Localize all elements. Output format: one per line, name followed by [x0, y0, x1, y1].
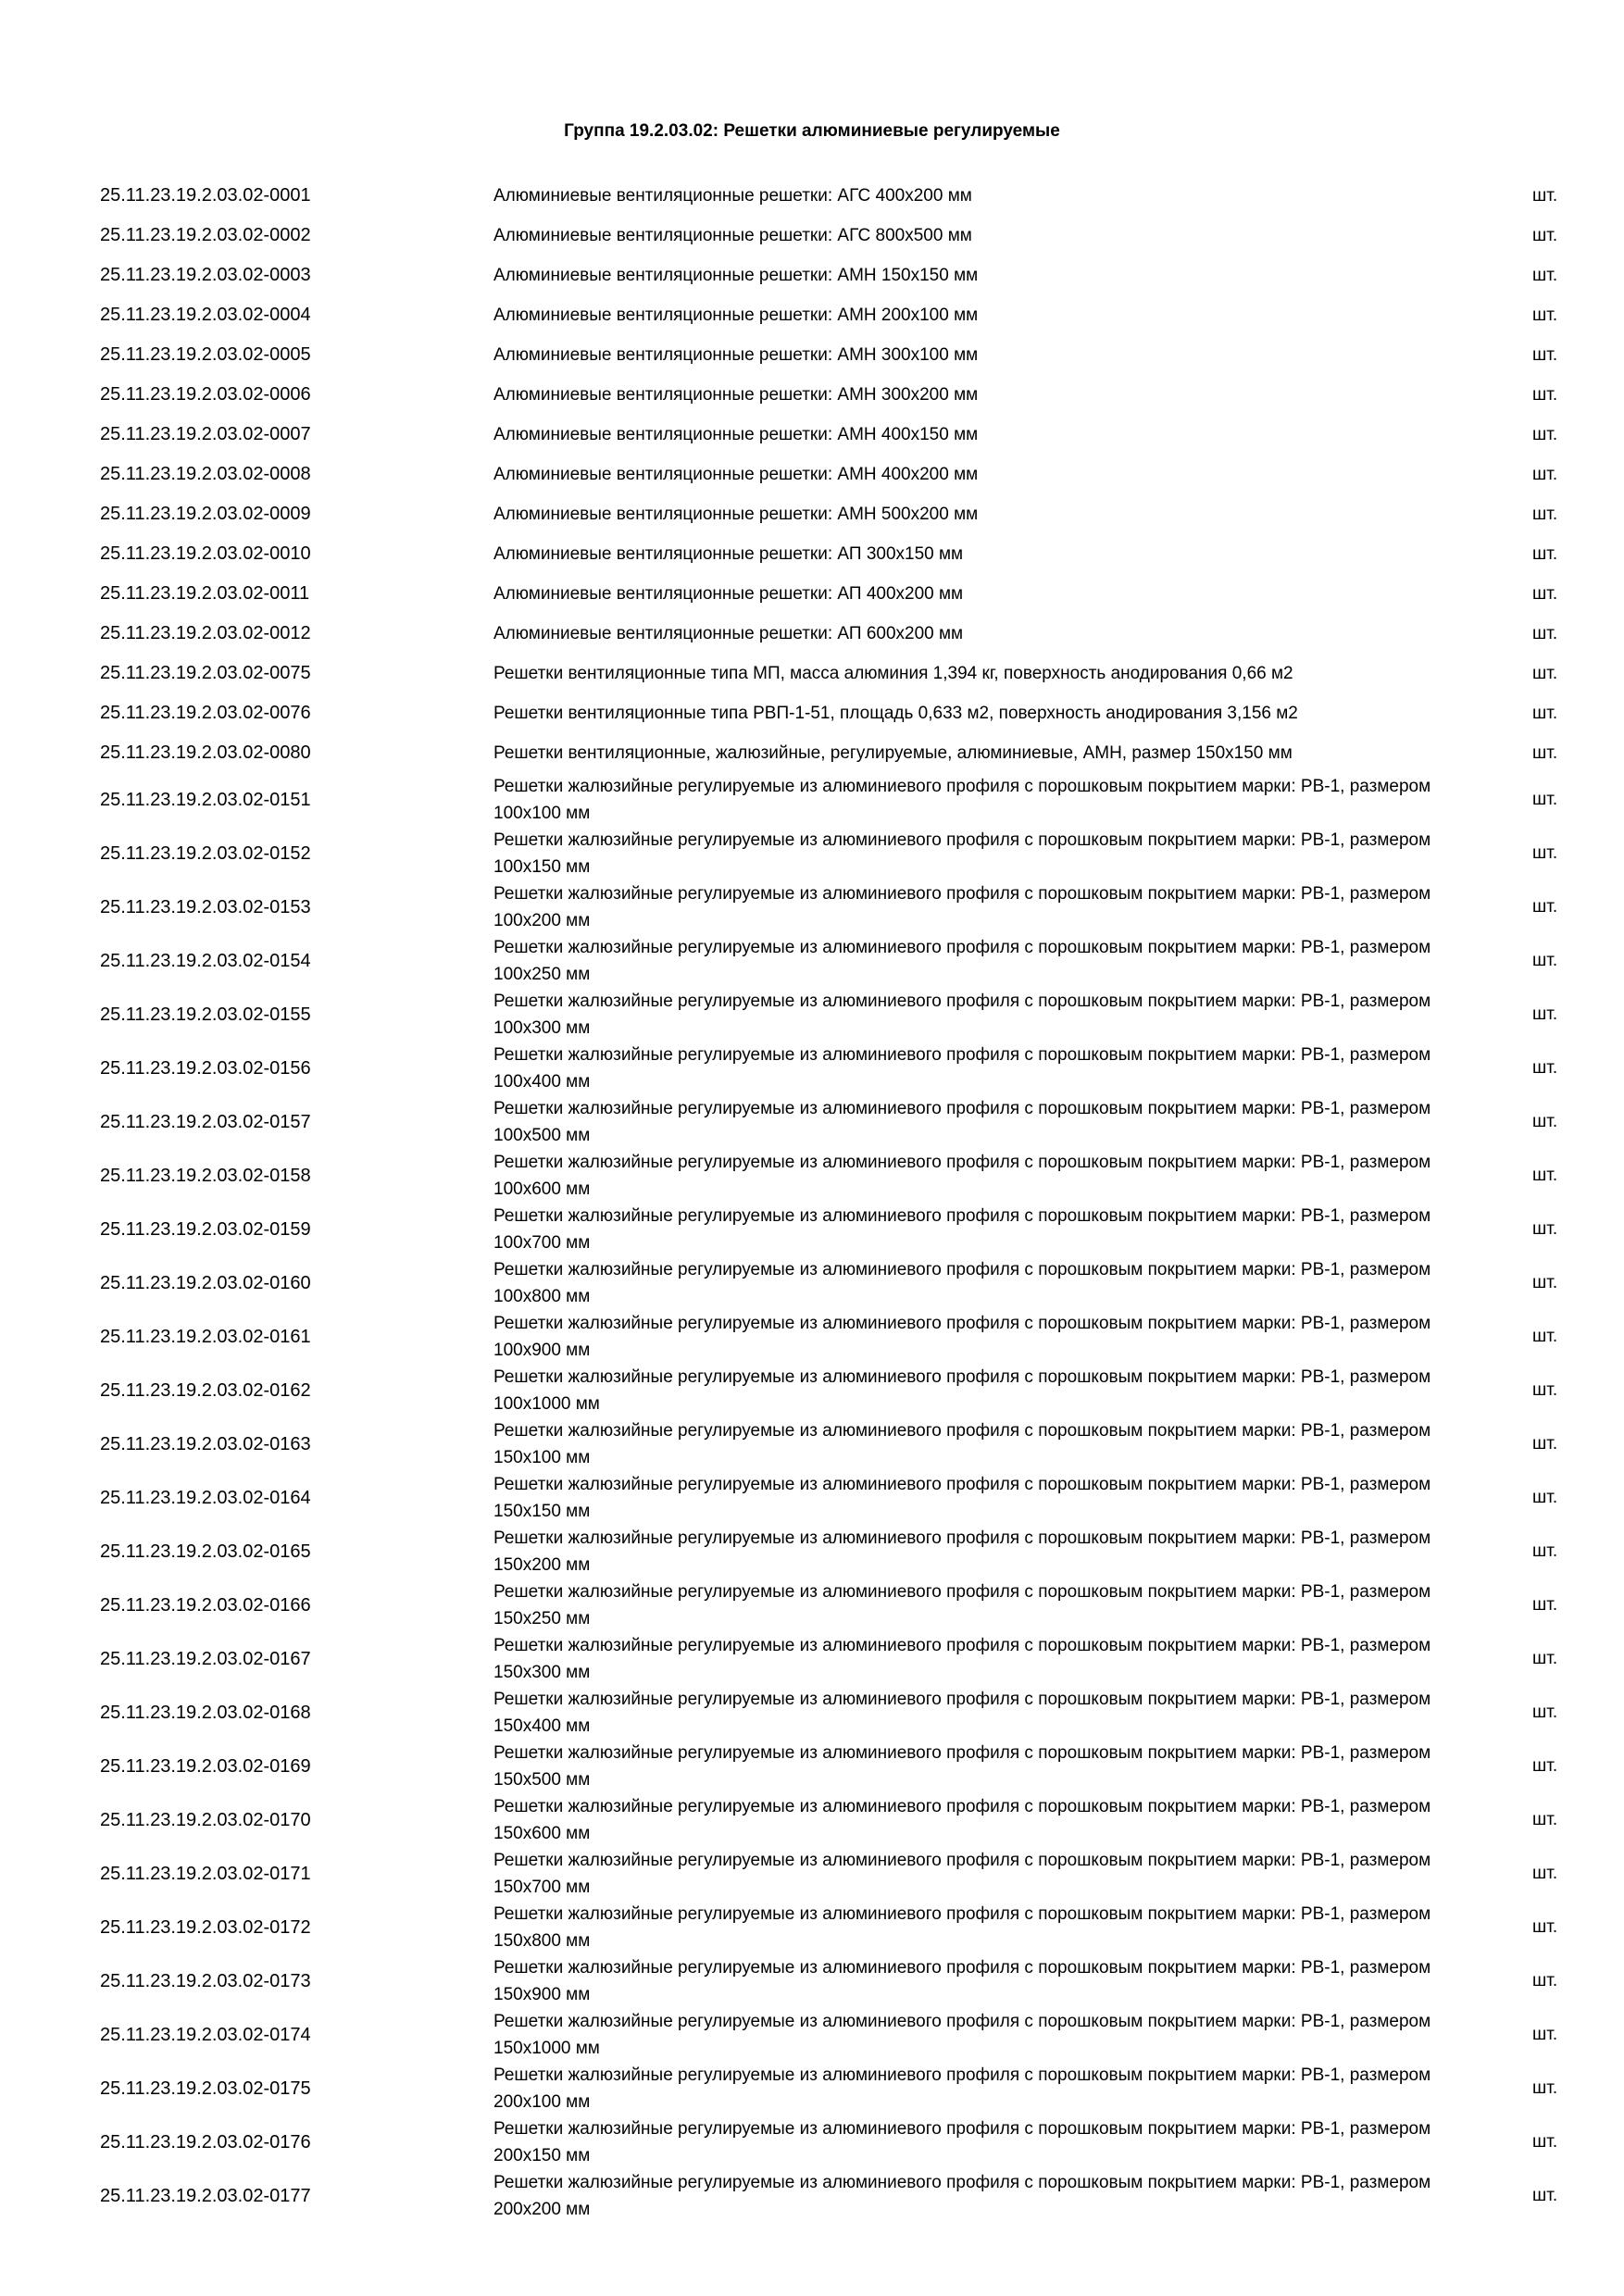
item-code: 25.11.23.19.2.03.02-0005 — [100, 344, 311, 365]
item-name: Решетки вентиляционные типа МП, масса алюминия 1,394 кг, поверхность анодирования 0,66 м2 — [493, 664, 1293, 683]
table-row — [0, 1525, 1624, 1578]
item-code: 25.11.23.19.2.03.02-0004 — [100, 305, 311, 325]
item-name: Решетки жалюзийные регулируемые из алюминиевого профиля с порошковым покрытием марки: РВ-1, размером 100х800 мм — [493, 1260, 1431, 1306]
item-name: Решетки жалюзийные регулируемые из алюминиевого профиля с порошковым покрытием марки: РВ-1, размером 150х500 мм — [493, 1743, 1431, 1790]
item-code: 25.11.23.19.2.03.02-0002 — [100, 225, 311, 245]
item-unit: шт. — [1532, 2186, 1558, 2205]
item-name: Алюминиевые вентиляционные решетки: АГС 400х200 мм — [493, 186, 972, 206]
item-unit: шт. — [1532, 2025, 1558, 2044]
table-row — [0, 1471, 1624, 1525]
item-code: 25.11.23.19.2.03.02-0176 — [100, 2131, 311, 2152]
item-code: 25.11.23.19.2.03.02-0159 — [100, 1218, 311, 1240]
table-row — [0, 415, 1624, 455]
item-name: Алюминиевые вентиляционные решетки: АМН 400х200 мм — [493, 465, 979, 484]
item-unit: шт. — [1532, 1488, 1558, 1507]
item-code: 25.11.23.19.2.03.02-0009 — [100, 504, 311, 524]
item-unit: шт. — [1532, 1219, 1558, 1239]
item-name: Решетки жалюзийные регулируемые из алюминиевого профиля с порошковым покрытием марки: РВ-1, размером 150х1000 мм — [493, 2012, 1431, 2058]
item-unit: шт. — [1532, 1327, 1558, 1346]
item-unit: шт. — [1532, 2078, 1558, 2098]
group-title: Группа 19.2.03.02: Решетки алюминиевые регулируемые — [564, 121, 1060, 141]
table-row — [0, 1793, 1624, 1847]
table-row — [0, 1847, 1624, 1901]
item-unit: шт. — [1532, 1971, 1558, 1990]
item-name: Решетки жалюзийные регулируемые из алюминиевого профиля с порошковым покрытием марки: РВ-1, размером 100х250 мм — [493, 938, 1431, 984]
table-row — [0, 2062, 1624, 2115]
item-name: Алюминиевые вентиляционные решетки: АМН 150х150 мм — [493, 266, 979, 285]
item-name: Решетки жалюзийные регулируемые из алюминиевого профиля с порошковым покрытием марки: РВ-1, размером 100х100 мм — [493, 777, 1431, 823]
table-row — [0, 1578, 1624, 1632]
table-row — [0, 1203, 1624, 1256]
item-code: 25.11.23.19.2.03.02-0160 — [100, 1272, 311, 1293]
item-code: 25.11.23.19.2.03.02-0155 — [100, 1004, 311, 1025]
item-name: Алюминиевые вентиляционные решетки: АМН 500х200 мм — [493, 505, 979, 524]
item-unit: шт. — [1532, 1864, 1558, 1883]
item-name: Решетки жалюзийные регулируемые из алюминиевого профиля с порошковым покрытием марки: РВ-1, размером 150х800 мм — [493, 1904, 1431, 1951]
item-unit: шт. — [1532, 185, 1558, 206]
item-name: Решетки жалюзийные регулируемые из алюминиевого профиля с порошковым покрытием марки: РВ-1, размером 100х150 мм — [493, 830, 1431, 877]
item-code: 25.11.23.19.2.03.02-0165 — [100, 1541, 311, 1562]
table-row — [0, 880, 1624, 934]
table-row — [0, 494, 1624, 534]
item-name: Решетки жалюзийные регулируемые из алюминиевого профиля с порошковым покрытием марки: РВ-1, размером 150х200 мм — [493, 1529, 1431, 1575]
item-name: Решетки жалюзийные регулируемые из алюминиевого профиля с порошковым покрытием марки: РВ-1, размером 150х150 мм — [493, 1475, 1431, 1521]
item-name: Решетки жалюзийные регулируемые из алюминиевого профиля с порошковым покрытием марки: РВ-1, размером 150х700 мм — [493, 1851, 1431, 1897]
item-code: 25.11.23.19.2.03.02-0171 — [100, 1863, 311, 1884]
item-unit: шт. — [1532, 464, 1558, 484]
item-unit: шт. — [1532, 1810, 1558, 1829]
table-row — [0, 1686, 1624, 1740]
table-row — [0, 1095, 1624, 1149]
item-name: Решетки жалюзийные регулируемые из алюминиевого профиля с порошковым покрытием марки: РВ-1, размером 100х900 мм — [493, 1314, 1431, 1360]
items-list — [0, 176, 1624, 2223]
table-row — [0, 335, 1624, 375]
item-unit: шт. — [1532, 1166, 1558, 1185]
item-code: 25.11.23.19.2.03.02-0161 — [100, 1326, 311, 1347]
item-unit: шт. — [1532, 1595, 1558, 1615]
table-row — [0, 2169, 1624, 2223]
item-code: 25.11.23.19.2.03.02-0008 — [100, 464, 311, 484]
item-code: 25.11.23.19.2.03.02-0170 — [100, 1809, 311, 1830]
item-name: Решетки жалюзийные регулируемые из алюминиевого профиля с порошковым покрытием марки: РВ-1, размером 200х200 мм — [493, 2173, 1431, 2219]
table-row — [0, 614, 1624, 654]
table-row — [0, 1364, 1624, 1417]
item-unit: шт. — [1532, 2132, 1558, 2152]
item-code: 25.11.23.19.2.03.02-0177 — [100, 2185, 311, 2206]
item-name: Решетки жалюзийные регулируемые из алюминиевого профиля с порошковым покрытием марки: РВ-1, размером 150х100 мм — [493, 1421, 1431, 1467]
table-row — [0, 1149, 1624, 1203]
item-code: 25.11.23.19.2.03.02-0156 — [100, 1057, 311, 1079]
table-row — [0, 455, 1624, 494]
item-unit: шт. — [1532, 663, 1558, 683]
item-code: 25.11.23.19.2.03.02-0167 — [100, 1648, 311, 1669]
table-row — [0, 934, 1624, 988]
table-row — [0, 988, 1624, 1042]
item-name: Решетки вентиляционные типа РВП-1-51, площадь 0,633 м2, поверхность анодирования 3,156 м2 — [493, 704, 1298, 723]
item-unit: шт. — [1532, 703, 1558, 723]
item-code: 25.11.23.19.2.03.02-0174 — [100, 2024, 311, 2045]
table-row — [0, 693, 1624, 733]
item-name: Решетки жалюзийные регулируемые из алюминиевого профиля с порошковым покрытием марки: РВ-1, размером 200х100 мм — [493, 2065, 1431, 2112]
item-code: 25.11.23.19.2.03.02-0001 — [100, 185, 311, 206]
item-name: Решетки жалюзийные регулируемые из алюминиевого профиля с порошковым покрытием марки: РВ-1, размером 100х1000 мм — [493, 1367, 1431, 1414]
item-code: 25.11.23.19.2.03.02-0010 — [100, 543, 311, 564]
item-unit: шт. — [1532, 1380, 1558, 1400]
item-name: Алюминиевые вентиляционные решетки: АП 600х200 мм — [493, 624, 964, 643]
item-unit: шт. — [1532, 1541, 1558, 1561]
item-name: Решетки жалюзийные регулируемые из алюминиевого профиля с порошковым покрытием марки: РВ-1, размером 100х600 мм — [493, 1153, 1431, 1199]
item-code: 25.11.23.19.2.03.02-0151 — [100, 789, 311, 810]
item-name: Решетки жалюзийные регулируемые из алюминиевого профиля с порошковым покрытием марки: РВ-1, размером 100х200 мм — [493, 884, 1431, 930]
item-name: Решетки жалюзийные регулируемые из алюминиевого профиля с порошковым покрытием марки: РВ-1, размером 150х300 мм — [493, 1636, 1431, 1682]
item-unit: шт. — [1532, 843, 1558, 863]
item-name: Решетки жалюзийные регулируемые из алюминиевого профиля с порошковым покрытием марки: РВ-1, размером 150х600 мм — [493, 1797, 1431, 1843]
item-unit: шт. — [1532, 1703, 1558, 1722]
item-unit: шт. — [1532, 623, 1558, 643]
item-unit: шт. — [1532, 543, 1558, 564]
item-unit: шт. — [1532, 305, 1558, 325]
item-name: Алюминиевые вентиляционные решетки: АП 400х200 мм — [493, 584, 964, 604]
table-row — [0, 216, 1624, 256]
item-code: 25.11.23.19.2.03.02-0012 — [100, 623, 311, 643]
item-code: 25.11.23.19.2.03.02-0158 — [100, 1165, 311, 1186]
table-row — [0, 256, 1624, 295]
item-code: 25.11.23.19.2.03.02-0169 — [100, 1755, 311, 1777]
item-code: 25.11.23.19.2.03.02-0166 — [100, 1594, 311, 1616]
item-name: Алюминиевые вентиляционные решетки: АП 300х150 мм — [493, 544, 964, 564]
item-unit: шт. — [1532, 384, 1558, 405]
item-name: Решетки жалюзийные регулируемые из алюминиевого профиля с порошковым покрытием марки: РВ-1, размером 100х500 мм — [493, 1099, 1431, 1145]
item-code: 25.11.23.19.2.03.02-0153 — [100, 896, 311, 917]
item-unit: шт. — [1532, 1112, 1558, 1131]
item-name: Решетки вентиляционные, жалюзийные, регулируемые, алюминиевые, АМН, размер 150х150 мм — [493, 743, 1293, 763]
item-unit: шт. — [1532, 504, 1558, 524]
table-row — [0, 1310, 1624, 1364]
item-code: 25.11.23.19.2.03.02-0080 — [100, 742, 311, 763]
item-unit: шт. — [1532, 1434, 1558, 1454]
table-row — [0, 1954, 1624, 2008]
table-row — [0, 574, 1624, 614]
item-unit: шт. — [1532, 1058, 1558, 1078]
item-name: Алюминиевые вентиляционные решетки: АМН 300х100 мм — [493, 345, 979, 365]
item-name: Алюминиевые вентиляционные решетки: АМН 400х150 мм — [493, 425, 979, 444]
table-row — [0, 654, 1624, 693]
table-row — [0, 733, 1624, 773]
table-row — [0, 2008, 1624, 2062]
item-code: 25.11.23.19.2.03.02-0006 — [100, 384, 311, 405]
item-name: Решетки жалюзийные регулируемые из алюминиевого профиля с порошковым покрытием марки: РВ-1, размером 150х900 мм — [493, 1958, 1431, 2004]
item-name: Алюминиевые вентиляционные решетки: АГС 800х500 мм — [493, 226, 972, 245]
item-code: 25.11.23.19.2.03.02-0162 — [100, 1379, 311, 1401]
item-unit: шт. — [1532, 1756, 1558, 1776]
table-row — [0, 375, 1624, 415]
item-code: 25.11.23.19.2.03.02-0011 — [100, 583, 310, 604]
item-code: 25.11.23.19.2.03.02-0168 — [100, 1702, 311, 1723]
item-unit: шт. — [1532, 225, 1558, 245]
item-unit: шт. — [1532, 1917, 1558, 1937]
table-row — [0, 176, 1624, 216]
item-unit: шт. — [1532, 1649, 1558, 1668]
item-code: 25.11.23.19.2.03.02-0164 — [100, 1487, 311, 1508]
item-unit: шт. — [1532, 742, 1558, 763]
item-name: Алюминиевые вентиляционные решетки: АМН 300х200 мм — [493, 385, 979, 405]
item-code: 25.11.23.19.2.03.02-0172 — [100, 1916, 311, 1938]
table-row — [0, 1740, 1624, 1793]
item-code: 25.11.23.19.2.03.02-0152 — [100, 842, 311, 864]
table-row — [0, 1632, 1624, 1686]
table-row — [0, 1901, 1624, 1954]
table-row — [0, 1417, 1624, 1471]
item-name: Решетки жалюзийные регулируемые из алюминиевого профиля с порошковым покрытием марки: РВ-1, размером 150х250 мм — [493, 1582, 1431, 1628]
item-name: Решетки жалюзийные регулируемые из алюминиевого профиля с порошковым покрытием марки: РВ-1, размером 100х300 мм — [493, 992, 1431, 1038]
table-row — [0, 295, 1624, 335]
table-row — [0, 2115, 1624, 2169]
table-row — [0, 1256, 1624, 1310]
item-unit: шт. — [1532, 897, 1558, 917]
item-name: Решетки жалюзийные регулируемые из алюминиевого профиля с порошковым покрытием марки: РВ-1, размером 150х400 мм — [493, 1690, 1431, 1736]
item-code: 25.11.23.19.2.03.02-0157 — [100, 1111, 311, 1132]
item-unit: шт. — [1532, 583, 1558, 604]
item-unit: шт. — [1532, 424, 1558, 444]
table-row — [0, 534, 1624, 574]
table-row — [0, 827, 1624, 880]
table-row — [0, 773, 1624, 827]
item-code: 25.11.23.19.2.03.02-0163 — [100, 1433, 311, 1454]
item-code: 25.11.23.19.2.03.02-0003 — [100, 265, 311, 285]
item-unit: шт. — [1532, 790, 1558, 809]
item-code: 25.11.23.19.2.03.02-0075 — [100, 663, 311, 683]
item-unit: шт. — [1532, 344, 1558, 365]
item-name: Решетки жалюзийные регулируемые из алюминиевого профиля с порошковым покрытием марки: РВ-1, размером 200х150 мм — [493, 2119, 1431, 2165]
item-name: Решетки жалюзийные регулируемые из алюминиевого профиля с порошковым покрытием марки: РВ-1, размером 100х700 мм — [493, 1206, 1431, 1253]
item-name: Алюминиевые вентиляционные решетки: АМН 200х100 мм — [493, 306, 979, 325]
item-code: 25.11.23.19.2.03.02-0076 — [100, 703, 311, 723]
item-name: Решетки жалюзийные регулируемые из алюминиевого профиля с порошковым покрытием марки: РВ-1, размером 100х400 мм — [493, 1045, 1431, 1092]
item-code: 25.11.23.19.2.03.02-0007 — [100, 424, 311, 444]
table-row — [0, 1042, 1624, 1095]
item-unit: шт. — [1532, 265, 1558, 285]
item-unit: шт. — [1532, 1273, 1558, 1292]
item-unit: шт. — [1532, 1004, 1558, 1024]
item-unit: шт. — [1532, 951, 1558, 970]
item-code: 25.11.23.19.2.03.02-0175 — [100, 2078, 311, 2099]
item-code: 25.11.23.19.2.03.02-0154 — [100, 950, 311, 971]
item-code: 25.11.23.19.2.03.02-0173 — [100, 1970, 311, 1991]
